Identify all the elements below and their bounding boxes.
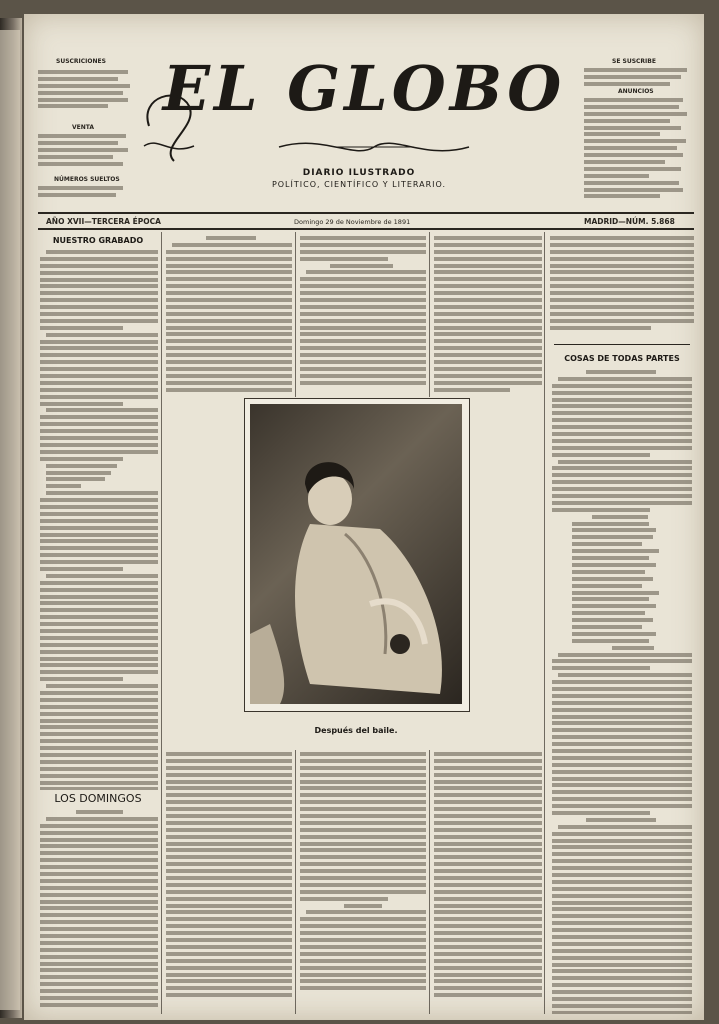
column-rule xyxy=(295,232,296,397)
article-col4-bottom xyxy=(434,752,542,1014)
masthead-subtitle-2: POLÍTICO, CIENTÍFICO Y LITERARIO. xyxy=(271,180,447,189)
illustration-image xyxy=(250,404,462,704)
heading-cosas-de-todas-partes: COSAS DE TODAS PARTES xyxy=(564,354,680,363)
illustration-frame xyxy=(244,398,470,712)
column-rule xyxy=(295,750,296,1014)
illustration-caption: Después del baile. xyxy=(314,726,398,735)
section-rule xyxy=(554,344,690,345)
venta-head: VENTA xyxy=(72,124,95,131)
article-col2-bottom xyxy=(166,752,292,1014)
article-col3 xyxy=(300,236,426,396)
newspaper-page xyxy=(24,14,704,1020)
article-col3-bottom xyxy=(300,752,426,1014)
dateline-date: Domingo 29 de Noviembre de 1891 xyxy=(294,218,411,226)
article-los-domingos xyxy=(40,810,158,1014)
dateline-epoch: AÑO XVII—TERCERA ÉPOCA xyxy=(46,217,161,226)
dateline-number: MADRID—NÚM. 5.868 xyxy=(584,217,675,226)
previous-page-edge xyxy=(0,30,20,1010)
numeros-head: NÚMEROS SUELTOS xyxy=(54,176,120,183)
column-rule xyxy=(429,232,430,397)
woman-after-ball-icon xyxy=(250,404,462,704)
masthead-subtitle: DIARIO ILUSTRADO xyxy=(302,168,416,178)
anuncios-head: ANUNCIOS xyxy=(618,88,654,95)
masthead-flourish-icon xyxy=(274,134,474,160)
dateline-rule-bottom xyxy=(38,228,694,230)
heading-nuestro-grabado: NUESTRO GRABADO xyxy=(52,236,144,245)
masthead-ornament-icon xyxy=(139,86,209,166)
article-col5-top xyxy=(550,236,694,340)
column-rule xyxy=(544,232,545,1014)
article-cosas-de-todas-partes xyxy=(552,370,692,1014)
subscribe-head: SE SUSCRIBE xyxy=(612,58,656,65)
article-col2 xyxy=(166,236,292,396)
heading-los-domingos: LOS DOMINGOS xyxy=(54,792,142,805)
subscription-head: SUSCRICIONES xyxy=(56,58,106,65)
subscription-box xyxy=(38,58,138,208)
column-rule xyxy=(429,750,430,1014)
article-nuestro-grabado xyxy=(40,250,158,790)
subscribe-box xyxy=(584,58,692,208)
column-rule xyxy=(161,232,162,1014)
masthead-title: EL GLOBO xyxy=(162,52,566,125)
article-col4 xyxy=(434,236,542,396)
dateline-rule-top xyxy=(38,212,694,214)
